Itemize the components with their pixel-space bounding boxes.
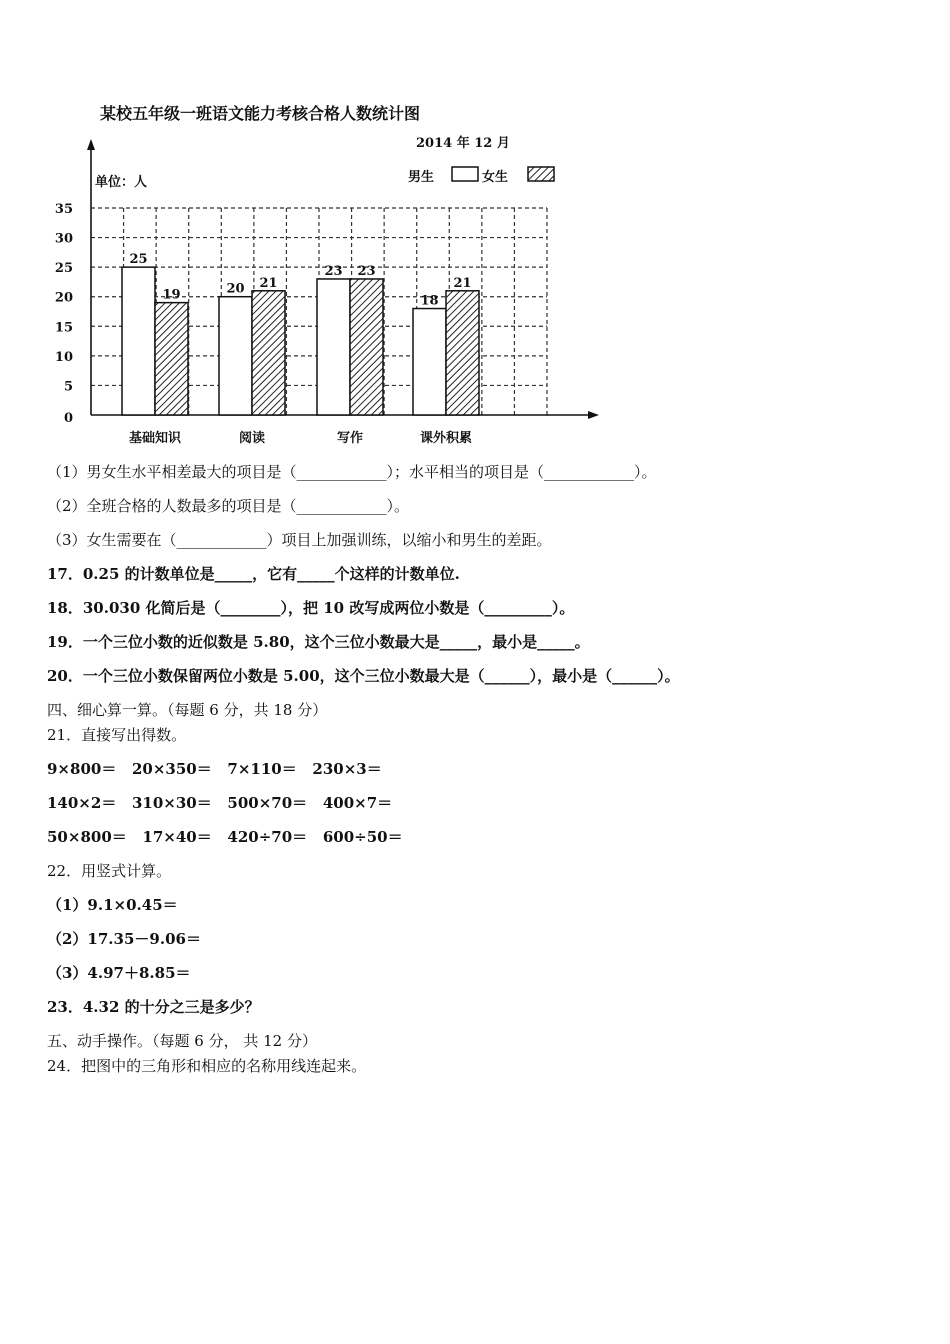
question-22-3: （3）4.97＋8.85＝ <box>47 964 191 982</box>
data-label: 21 <box>259 275 278 291</box>
category-label: 写作 <box>336 431 364 446</box>
bar <box>446 291 479 415</box>
data-label: 19 <box>162 287 181 303</box>
question-22-2: （2）17.35－9.06＝ <box>47 930 201 948</box>
legend-swatch <box>528 167 554 181</box>
y-tick-label: 15 <box>54 320 73 336</box>
question-24: 24．把图中的三角形和相应的名称用线连起来。 <box>47 1057 367 1075</box>
question-18: 18．30.030 化简后是（________），把 10 改写成两位小数是（_________）。 <box>47 599 575 617</box>
bar <box>155 303 188 415</box>
bar <box>413 309 446 415</box>
data-label: 25 <box>129 252 148 268</box>
chart-unit: 单位：人 <box>95 175 148 190</box>
y-tick-label: 25 <box>54 261 73 277</box>
calc-row-1: 9×800＝ 20×350＝ 7×110＝ 230×3＝ <box>47 760 382 778</box>
y-tick-label: 10 <box>54 349 73 365</box>
y-axis-arrow <box>87 139 95 150</box>
question-20: 20．一个三位小数保留两位小数是 5.00，这个三位小数最大是（______），最小是（______）。 <box>47 667 680 685</box>
x-axis-arrow <box>588 411 599 419</box>
calc-row-2: 140×2＝ 310×30＝ 500×70＝ 400×7＝ <box>47 794 393 812</box>
y-tick-label: 20 <box>54 290 73 306</box>
question-22: 22．用竖式计算。 <box>47 862 172 880</box>
question-22-1: （1）9.1×0.45＝ <box>47 896 178 914</box>
data-label: 23 <box>324 263 343 279</box>
y-tick-label: 0 <box>63 411 73 426</box>
legend-swatch <box>452 167 478 181</box>
legend-label: 男生 <box>408 170 435 185</box>
calc-row-3: 50×800＝ 17×40＝ 420÷70＝ 600÷50＝ <box>47 828 403 846</box>
bars <box>122 252 479 415</box>
y-tick-labels <box>55 202 73 426</box>
section-4-heading: 四、细心算一算。（每题 6 分，共 18 分） <box>47 701 328 719</box>
category-labels <box>129 430 472 446</box>
section-5-heading: 五、动手操作。（每题 6 分， 共 12 分） <box>47 1032 317 1050</box>
data-label: 21 <box>453 275 472 291</box>
bar <box>317 279 350 415</box>
question-16-1: （1）男女生水平相差最大的项目是（____________）；水平相当的项目是（____________）。 <box>47 463 657 481</box>
legend <box>408 167 554 185</box>
bar <box>350 279 383 415</box>
y-tick-label: 30 <box>54 231 73 247</box>
data-label: 18 <box>420 293 439 309</box>
category-label: 课外积累 <box>419 431 473 446</box>
data-label: 20 <box>226 281 245 297</box>
question-16-3: （3）女生需要在（____________）项目上加强训练，以缩小和男生的差距。 <box>47 531 552 549</box>
category-label: 基础知识 <box>128 431 182 446</box>
question-19: 19．一个三位小数的近似数是 5.80，这个三位小数最大是_____，最小是_____。 <box>47 633 590 651</box>
question-21: 21．直接写出得数。 <box>47 726 187 744</box>
y-tick-label: 35 <box>54 202 73 217</box>
bar <box>252 291 285 415</box>
question-17: 17．0.25 的计数单位是_____，它有_____个这样的计数单位. <box>47 565 460 583</box>
legend-label: 女生 <box>482 170 509 185</box>
chart-date: 2014 年 12 月 <box>416 136 510 151</box>
bar <box>122 267 155 415</box>
bar <box>219 297 252 415</box>
y-tick-label: 5 <box>63 379 73 395</box>
chart-title: 某校五年级一班语文能力考核合格人数统计图 <box>100 104 421 123</box>
data-label: 23 <box>357 263 376 279</box>
question-16-2: （2）全班合格的人数最多的项目是（____________）。 <box>47 497 410 515</box>
bar-chart <box>40 95 620 455</box>
question-23: 23．4.32 的十分之三是多少？ <box>47 998 260 1016</box>
category-label: 阅读 <box>238 431 266 446</box>
